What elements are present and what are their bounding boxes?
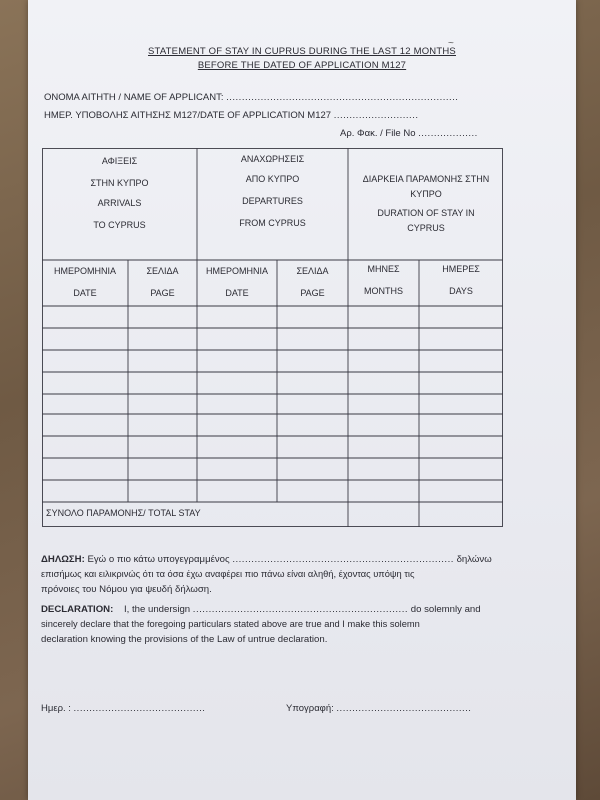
english-declaration-line1-start: I, the undersign — [123, 604, 191, 615]
footer-date-dots: .......................................... — [73, 703, 206, 714]
pen-mark: ~ — [448, 38, 454, 49]
greek-declaration-line1-end: δηλώνω — [456, 554, 492, 565]
footer-signature-dots: ........................................... — [336, 703, 472, 714]
departure-page-english: PAGE — [300, 288, 325, 298]
application-date-label: ΗΜΕΡ. ΥΠΟΒΟΛΗΣ ΑΙΤΗΣΗΣ M127/DATE OF APPLICATION M127 — [44, 110, 332, 121]
departures-english-2: FROM CYPRUS — [239, 218, 306, 228]
english-declaration-line3: declaration knowing the provisions of the Law of untrue declaration. — [41, 634, 328, 645]
departures-english-1: DEPARTURES — [242, 196, 303, 206]
greek-declaration — [41, 552, 511, 597]
arrivals-greek-1: ΑΦΙΞΕΙΣ — [101, 156, 138, 166]
departures-greek-1: ΑΝΑΧΩΡΗΣΕΙΣ — [240, 154, 305, 164]
form-sheet — [28, 0, 576, 800]
footer-date-label: Ημερ. : — [41, 703, 71, 714]
file-number-field[interactable] — [340, 128, 478, 139]
file-number-label: Αρ. Φακ. / File No — [340, 128, 416, 139]
english-declaration — [41, 602, 511, 647]
footer-date-field[interactable] — [41, 703, 205, 714]
file-number-dots: ................... — [418, 128, 478, 139]
days-greek: ΗΜΕΡΕΣ — [442, 264, 480, 274]
arrivals-english-1: ARRIVALS — [97, 198, 142, 208]
greek-declaration-line3: πρόνοιες του Νόμου για ψευδή δήλωση. — [41, 584, 212, 595]
greek-declaration-line1-start: Εγώ ο πιο κάτω υπογεγραμμένος — [87, 554, 230, 565]
arrivals-greek-2: ΣΤΗΝ ΚΥΠΡΟ — [90, 178, 149, 188]
footer-signature-label: Υπογραφή: — [286, 703, 334, 714]
arrivals-english-2: TO CYPRUS — [93, 220, 146, 230]
departure-date-english: DATE — [225, 288, 249, 298]
english-declaration-name-dots[interactable]: .................................................................... — [192, 604, 409, 615]
duration-greek: ΔΙΑΡΚΕΙΑ ΠΑΡΑΜΟΝΗΣ ΣΤΗΝ ΚΥΠΡΟ — [362, 174, 490, 199]
english-declaration-line1-end: do solemnly and — [410, 604, 481, 615]
footer-signature-field[interactable] — [286, 703, 471, 714]
arrival-date-greek: ΗΜΕΡΟΜΗΝΙΑ — [53, 266, 116, 276]
total-stay-label: ΣΥΝΟΛΟ ΠΑΡΑΜΟΝΗΣ/ TOTAL STAY — [46, 508, 201, 518]
applicant-name-field[interactable] — [44, 92, 458, 103]
days-english: DAYS — [449, 286, 473, 296]
english-declaration-label: DECLARATION: — [41, 604, 114, 615]
greek-declaration-label: ΔΗΛΩΣΗ: — [41, 554, 85, 565]
stay-table — [42, 148, 504, 528]
form-title-line-2: BEFORE THE DATED OF APPLICATION M127 — [197, 60, 407, 71]
application-date-dots: ........................... — [333, 110, 419, 121]
application-date-field[interactable] — [44, 110, 418, 121]
greek-declaration-line2: επισήμως και ειλικρινώς ότι τα όσα έχω αναφέρει πιο πάνω είναι αληθή, έχοντας υπόψη τις — [41, 569, 415, 579]
arrival-page-greek: ΣΕΛΙΔΑ — [146, 266, 179, 276]
applicant-name-label: ΟΝΟΜΑ ΑΙΤΗΤΗ / NAME OF APPLICANT: — [44, 92, 224, 103]
months-english: MONTHS — [364, 286, 403, 296]
greek-declaration-name-dots[interactable]: ...................................................................... — [232, 554, 454, 565]
departure-date-greek: ΗΜΕΡΟΜΗΝΙΑ — [205, 266, 268, 276]
arrival-page-english: PAGE — [150, 288, 175, 298]
form-title-line-1: STATEMENT OF STAY IN CUPRUS DURING THE LAST 12 MONTHS — [148, 46, 456, 57]
months-greek: ΜΗΝΕΣ — [367, 264, 400, 274]
english-declaration-line2: sincerely declare that the foregoing particulars stated above are true and I make this solemn — [41, 619, 420, 629]
duration-english: DURATION OF STAY IN CYPRUS — [377, 208, 475, 233]
applicant-name-dots: .......................................................................... — [226, 92, 459, 103]
arrival-date-english: DATE — [73, 288, 97, 298]
departure-page-greek: ΣΕΛΙΔΑ — [296, 266, 329, 276]
departures-greek-2: ΑΠΟ ΚΥΠΡΟ — [245, 174, 300, 184]
